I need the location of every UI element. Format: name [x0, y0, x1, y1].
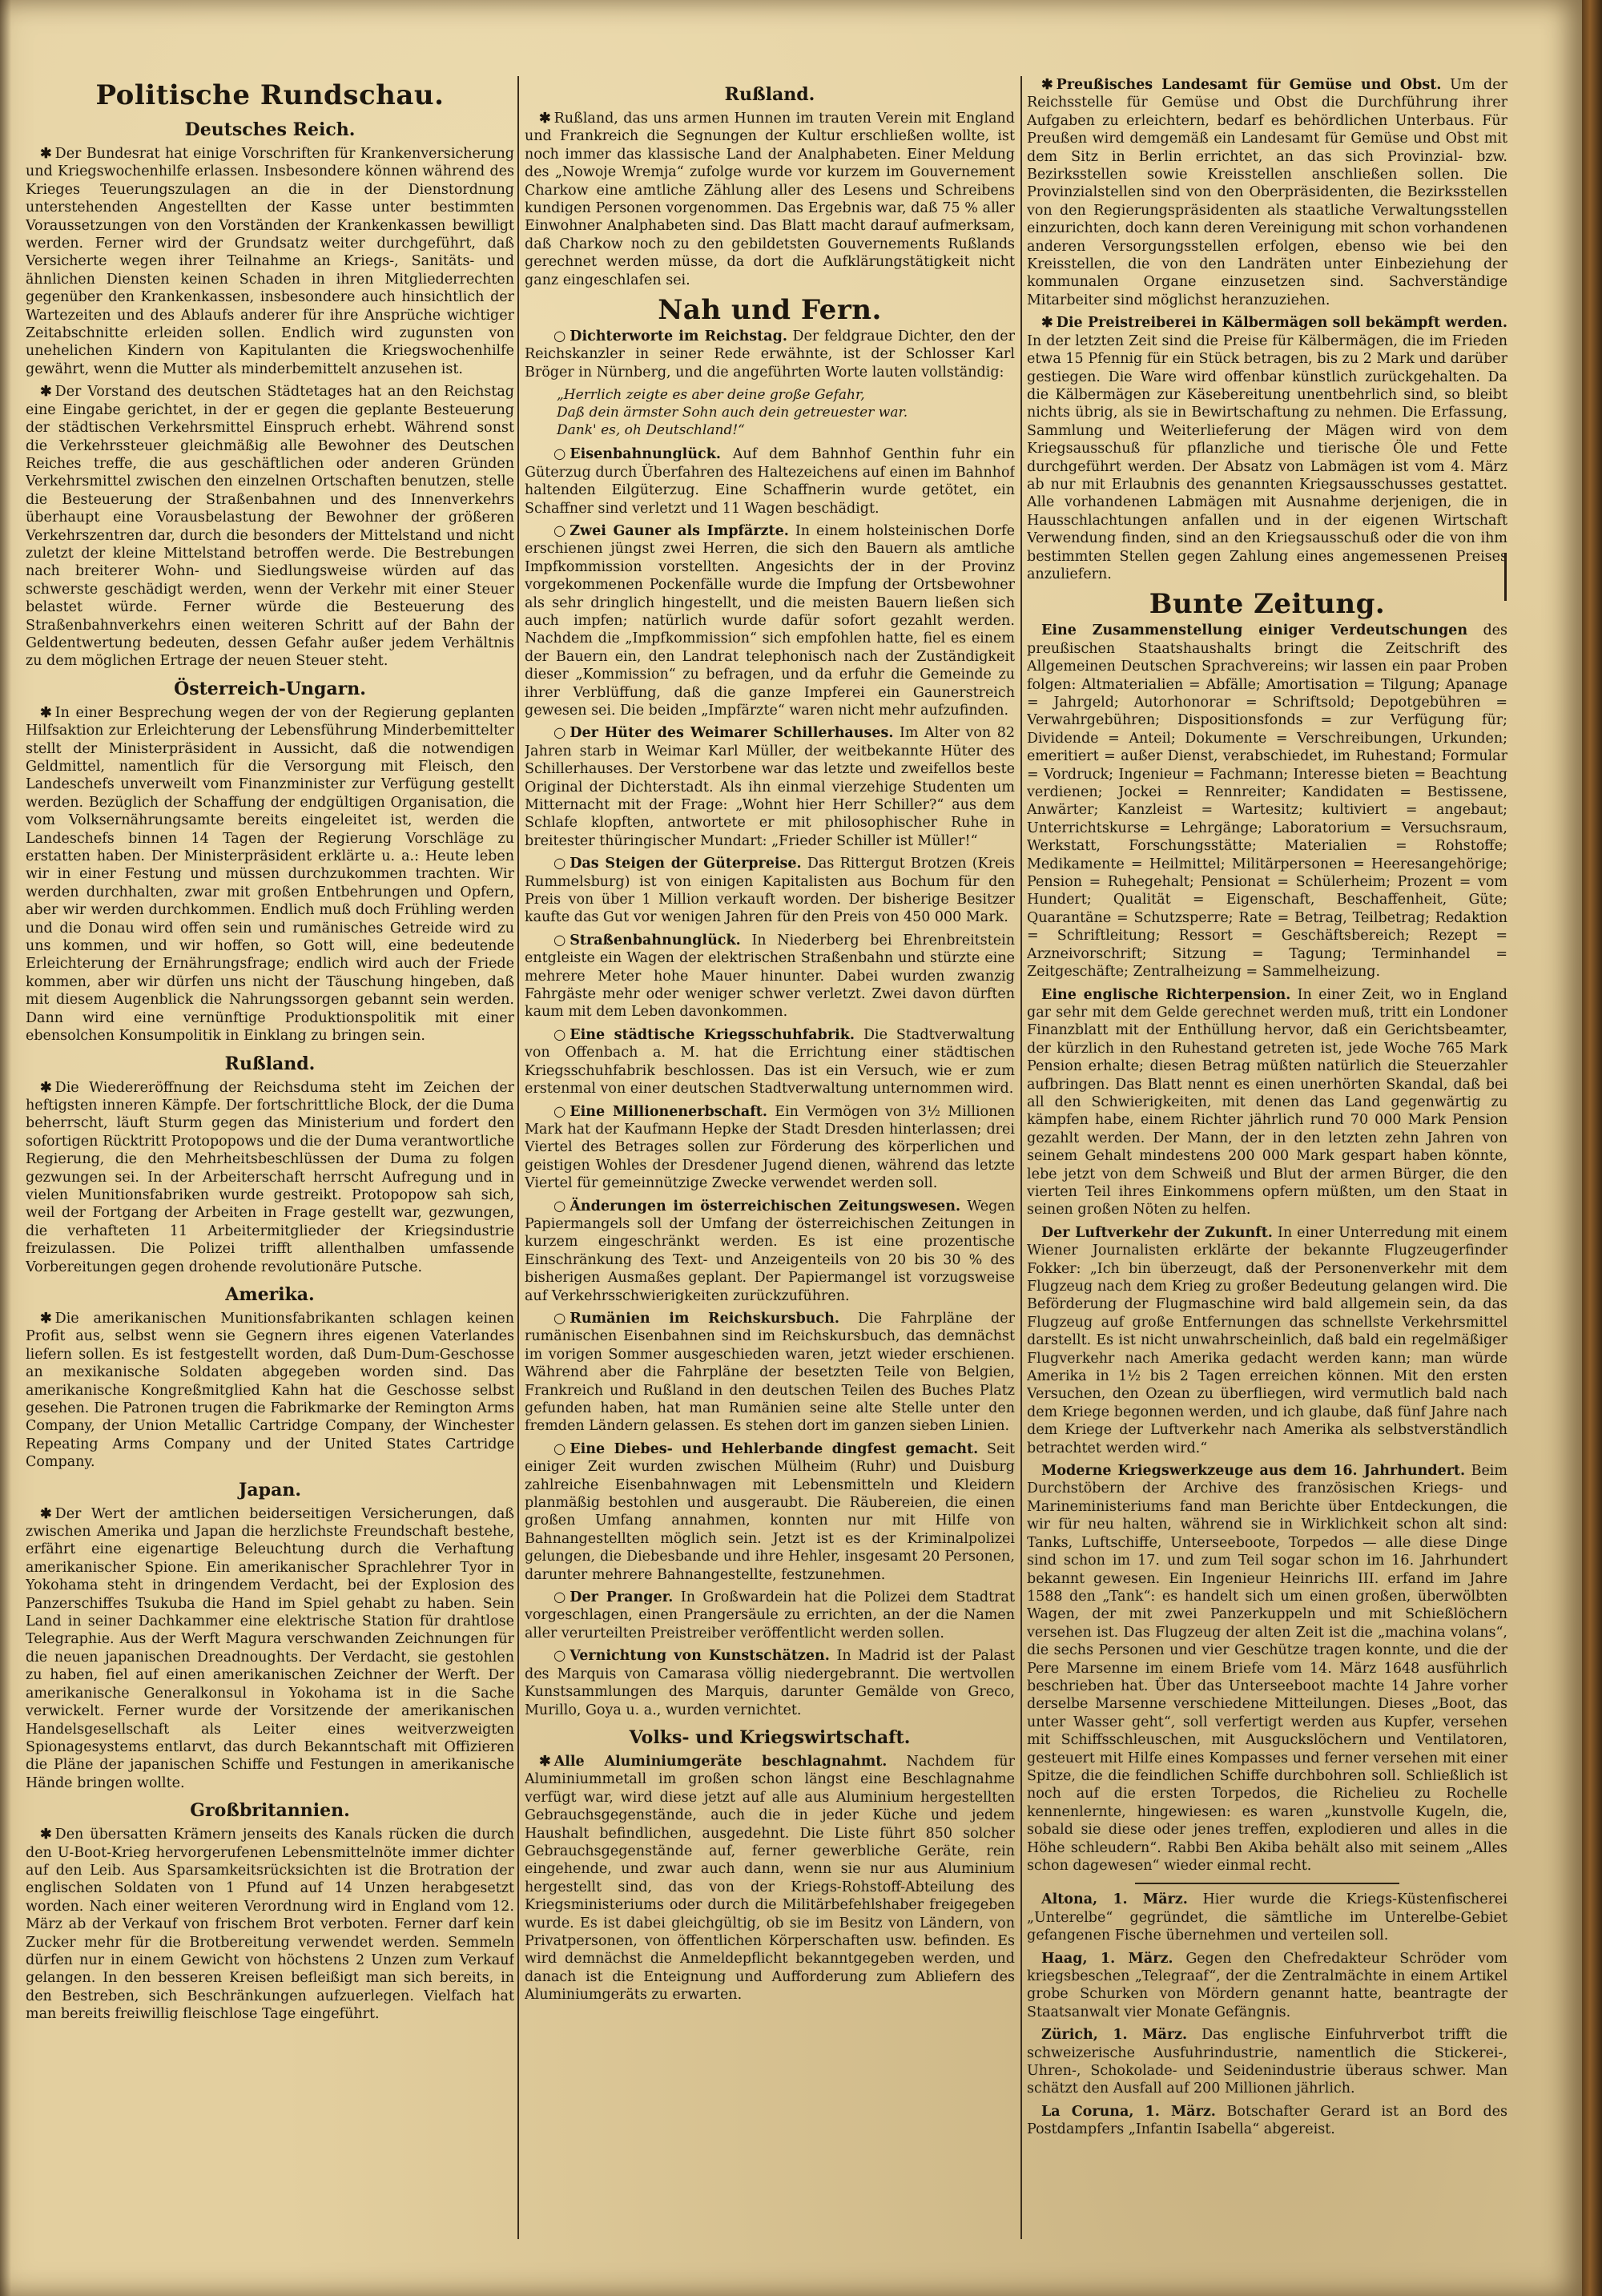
- item-diebesbande: ○ Eine Diebes- und Hehlerbande dingfest gemacht. Seit einiger Zeit wurden zwischen Mülheim (Ruhr) und Duisburg zahlreiche Eisenbahnwagen mit Lebensmitteln und Kleidern planmäßig bestohlen und ausgeraubt. Die Räubereien, die einen großen Umfang annahmen, konnten nur mit Hilfe von Bahnangestellten möglich sein. Jetzt ist es der Kriminalpolizei gelungen, die Diebesbande und ihre Hehler, insgesamt 20 Personen, darunter mehrere Bahnangestellte, festzunehmen.: [525, 1440, 1015, 1583]
- article-reich-2: ✱ Der Vorstand des deutschen Städtetages hat an den Reichstag eine Eingabe gerichtet, in der er gegen die geplante Besteuerung der städtischen Verkehrsmittel Einspruch erhebt. Während sonst die Verkehrssteuer gleichmäßig alle Bewohner des Deutschen Reiches treffe, die aus geschäftlichen oder anderen Gründen Verkehrsmittel zwischen den einzelnen Ortschaften benutzen, stelle die Besteuerung der Straßenbahnen und des Innenverkehrs überhaupt eine Vorausbelastung der Bewohner der größeren Verkehrszentren dar, durch die besonders der Mittelstand und nicht zuletzt der kleine Mittelstand betroffen werde. Die Bestrebungen nach breiterer Wohn- und Siedlungsweise würden auf das schwerste geschädigt werden, wenn der Verkehr mit einer Steuer belastet würde. Ferner würde die Besteuerung des Straßenbahnverkehrs einen weiteren Schritt auf der Bahn der Geldentwertung bedeuten, dessen Gefahr außer jedem Verhältnis zu dem möglichen Ertrage der neuen Steuer steht.: [26, 384, 514, 670]
- ring-marker-icon: ○: [553, 856, 566, 872]
- subhead-russland: Rußland.: [224, 1053, 316, 1074]
- asterisk-marker: ✱: [539, 111, 551, 127]
- item-luftverkehr: Der Luftverkehr der Zukunft. In einer Unterredung mit einem Wiener Journalisten erklärte der bekannte Flugzeugerfinder Fokker: „Ich bin überzeugt, daß der Personenverkehr mit dem Flugzeug nach dem Krieg zu großer Bedeutung gelangen wird. Die Beförderung der Flugmaschine wird bald allgemein sein, da das Flugzeug auf große Entfernungen das schnellste Verkehrsmittel darstellt. Es ist nicht unwahrscheinlich, daß bald ein regelmäßiger Flugverkehr nach Amerika gedacht werden kann; man würde Amerika in 1½ bis 2 Tagen erreichen können. Mit den ersten Versuchen, den Ozean zu überfliegen, wird vermutlich bald nach dem Kriege begonnen werden, und ich glaube, daß fünf Jahre nach dem Kriege der Luftverkehr nach Amerika als selbstverständlich betrachtet werden wird.“: [1027, 1224, 1507, 1456]
- column-rule-1: [517, 76, 519, 2239]
- dispatch-la-coruna: La Coruna, 1. März. Botschafter Gerard ist an Bord des Postdampfers „Infantin Isabella“ abgereist.: [1027, 2103, 1507, 2138]
- poem-line: Dank' es, oh Deutschland!“: [557, 422, 745, 439]
- column-economy-miscellany: [1027, 76, 1507, 2255]
- subhead-amerika: Amerika.: [225, 1283, 315, 1305]
- item-rumaenien-kursbuch: ○ Rumänien im Reichskursbuch. Die Fahrpläne der rumänischen Eisenbahnen sind im Reichskursbuch, das demnächst im vorigen Sommer ausgeschieden waren, jetzt wieder erschienen. Während aber die Fahrpläne der besetzten Teile von Belgien, Frankreich und Rußland in den deutschen Teilen des Buches Platz gefunden haben, hat man Rumänien seine alte Stelle unter den fremden Ländern gelassen. Es stehen dort im ganzen sieben Linien.: [525, 1310, 1015, 1435]
- ring-marker-icon: ○: [553, 1440, 566, 1457]
- ring-marker-icon: ○: [553, 446, 566, 463]
- dispatch-haag: Haag, 1. März. Gegen den Chefredakteur Schröder vom kriegsbeschen „Telegraaf“, der die Zentralmächte in einem Artikel grobe Schurken von Mördern genannt hatte, beantragte der Staatsanwalt vier Monate Gefängnis.: [1027, 1950, 1507, 2020]
- subhead-japan: Japan.: [239, 1479, 301, 1500]
- section-title-politische-rundschau: Politische Rundschau.: [95, 79, 445, 111]
- item-kriegswerkzeuge: Moderne Kriegswerkzeuge aus dem 16. Jahrhundert. Beim Durchstöbern der Archive des französischen Kriegs- und Marineministeriums fand man Berichte über Entdeckungen, die wir für neu halten, während sie in Wirklichkeit schon alt sind: Tanks, Luftschiffe, Unterseeboote, Torpedos — alle diese Dinge sind schon im 17. und zum Teil sogar schon im 16. Jahrhundert bekannt gewesen. Ein Ingenieur Heinrichs III. erfand im Jahre 1588 den „Tank“: es handelt sich um einen großen, überwölbten Wagen, der mit zwei Panzerkuppeln und mit Schießlöchern versehen ist. Das Flugzeug der alten Zeit ist die „machina volans“, die sechs Personen und vier Geschütze tragen konnte, und die der Pere Marsenne im einem Briefe vom 14. März 1648 ausführlich beschrieben hat. Über das Unterseeboot machte 14 Jahre vorher derselbe Marsenne verschiedene Mitteilungen. Dieses „Boot, das unter Wasser geht“, soll verfertigt werden aus Kupfer, versehen mit Schiffsschleuschen, mit Ausguckslöchern und Ventilatoren, gesteuert mit Hilfe eines Kompasses und ferner versehen mit einer Spitze, die die feindlichen Schiffe durchbohren soll. Schließlich ist noch auf die ersten Torpedos, die Richelieu zu Rochelle kennenlernte, hingewiesen: es waren „kunstvolle Kugeln, die, sobald sie diese oder jenes treffen, explodieren und alles in die Höhe schleudern“. Rabbi Ben Akiba behält also mit seinem „Alles schon dagewesen“ wieder einmal recht.: [1027, 1463, 1507, 1874]
- item-aluminiumgeraete: ✱ Alle Aluminiumgeräte beschlagnahmt. Nachdem für Aluminiummetall im großen schon längst eine Beschlagnahme verfügt war, wird diese jetzt auf alle aus Aluminium hergestellten Gebrauchsgegenstände, auch die in jeder Küche und jedem Haushalt befindlichen, ausgedehnt. Die Liste führt 850 solcher Gebrauchsgegenstände auf, ferner gewerbliche Geräte, rein eingehende, und zwar auch dann, wenn sie nur aus Aluminium hergestellt sind, das von der Kriegs-Rohstoff-Abteilung des Kriegsministeriums oder durch die Militärbefehlshaber freigegeben wurde. Es ist dabei gleichgültig, ob sie im Besitz von Ländern, von Privatpersonen, von öffentlichen Körperschaften usw. befinden. Es wird demnächst die Anmeldepflicht bekanntgegeben werden, und danach ist die Enteignung und Aufforderung zum Abliefern des Aluminiumgeräts zu erwarten.: [525, 1753, 1015, 2004]
- item-gueterpreise: ○ Das Steigen der Güterpreise. Das Rittergut Brotzen (Kreis Rummelsburg) ist von einigen Kapitalisten aus Bochum für den Preis von über 1 Million verkauft worden. Der bisherige Besitzer kaufte das Gut vor wenigen Jahren für den Preis von 450 000 Mark.: [525, 856, 1015, 926]
- ring-marker-icon: ○: [553, 1589, 566, 1606]
- poem-quote: [557, 386, 1015, 439]
- item-impfaerzte: ○ Zwei Gauner als Impfärzte. In einem holsteinischen Dorfe erschienen jüngst zwei Herren, die sich den Bauern als amtliche Impfkommission vorstellten. Angesichts der in der Provinz vorgekommenen Pockenfälle wurde die Impfung der Ortsbewohner als sehr dringlich hingestellt, und die meisten Bauern ließen sich auch impfen; natürlich wurde dafür sofort gezahlt werden. Nachdem die „Impfkommission“ sich empfohlen hatte, fiel es einem der Bauern ein, den Landrat telephonisch nach der Zuständigkeit dieser „Kommission“ zu befragen, und da erfuhr die Gemeinde zu ihrer Verblüffung, daß die ganze Impferei ein Gaunerstreich gewesen sei. Die beiden „Impfärzte“ waren nicht mehr aufzufinden.: [525, 522, 1015, 719]
- item-millionenerbschaft: ○ Eine Millionenerbschaft. Ein Vermögen von 3½ Millionen Mark hat der Kaufmann Hepke der Stadt Dresden hinterlassen; drei Viertel des Betrages sollen zur Förderung des körperlichen und geistigen Wohles der Dresdener Jugend dienen, während das letzte Viertel für gemeinnützige Zwecke verwendet werden soll.: [525, 1103, 1015, 1192]
- item-landesamt-gemuese: ✱ Preußisches Landesamt für Gemüse und Obst. Um der Reichsstelle für Gemüse und Obst die Durchführung ihrer Aufgaben zu erleichtern, bedarf es behördlichen Unterbaus. Für Preußen wird demgemäß ein Landesamt für Gemüse und Obst mit dem Sitz in Berlin errichtet, an das sich Provinzial- bzw. Bezirksstellen sowie Kreisstellen anschließen sollen. Die Provinzialstellen sind von den Oberpräsidenten, die Bezirksstellen von den Regierungspräsidenten als staatliche Verwaltungsstellen einzurichten, doch kann deren Vereinigung mit schon vorhandenen anderen Versorgungsstellen erfolgen, ebenso wie bei den Kreisstellen, die von den Landräten unter Einbeziehung der kommunalen Organe einzusetzen sind. Sachverständige Mitarbeiter sind möglichst heranzuziehen.: [1027, 77, 1507, 308]
- item-eisenbahnunglueck: ○ Eisenbahnunglück. Auf dem Bahnhof Genthin fuhr ein Güterzug durch Überfahren des Haltezeichens auf einen im Bahnhof haltenden Eilgüterzug. Eine Schaffnerin wurde getötet, ein Schaffner sind verletzt und 11 Wagen beschädigt.: [525, 446, 1015, 517]
- item-verdeutschungen: Eine Zusammenstellung einiger Verdeutschungen des preußischen Staatshaushalts bringt die Zeitschrift des Allgemeinen Deutschen Sprachvereins; wir lassen ein paar Proben folgen: Altmaterialien = Abfälle; Amortisation = Tilgung; Apanage = Jahrgeld; Autorhonorar = Schriftsold; Depotgebühren = Verwahrgebühren; Dispositionsfonds = zur Verfügung für; Dividende = Anteil; Dokumente = Verschreibungen, Urkunden; emeritiert = außer Dienst, verabschiedet, im Ruhestand; Formular = Vordruck; Ingenieur = Fachmann; Interesse bieten = Beachtung verdienen; Jockei = Rennreiter; Kandidaten = Bestissene, Anwärter; Kanzleist = Wartesitz; kultiviert = angebaut; Unterrichtskurse = Lehrgänge; Laboratorium = Versuchsraum, Werkstatt, Forschungsstätte; Materialien = Rohstoffe; Medikamente = Heilmittel; Militärpersonen = Heeresangehörige; Pension = Ruhegehalt; Pensionat = Schülerheim; Prozent = vom Hundert; Qualität = Eigenschaft, Beschaffenheit, Güte; Quarantäne = Schutzsperre; Rate = Betrag, Teilbetrag; Redaktion = Schriftleitung; Ressort = Geschäftsbereich; Rezept = Arzneivorschrift; Sitzung = Tagung; Terminhandel = Zeitgeschäfte; Zentralheizung = Sammelheizung.: [1027, 622, 1507, 981]
- section-title-volks-kriegswirtschaft: Volks- und Kriegswirtschaft.: [629, 1726, 911, 1748]
- asterisk-marker: ✱: [1041, 77, 1053, 93]
- article-oesterreich: ✱ In einer Besprechung wegen der von der Regierung geplanten Hilfsaktion zur Erleichterung der Lebensführung Minderbemittelter stellt der Ministerpräsident in Aussicht, daß die notwendigen Geldmittel, namentlich für die Versorgung mit Fleisch, den Landeschefs unverweilt vom Finanzminister zur Verfügung gestellt werden. Bezüglich der Schaffung der endgültigen Organisation, die vom Volksernährungsamte bereits eingeleitet ist, werden die Landeschefs binnen 14 Tagen der Regierung Vorschläge zu erstatten haben. Der Ministerpräsident erklärte u. a.: Heute leben wir in einer Festung und müssen durchzukommen trachten. Wir werden durchhalten, zwar mit großen Entbehrungen und Opfern, aber wir werden durchkommen. Endlich muß doch Frühling werden und die Donau wird offen sein und rumänisches Getreide wird zu uns kommen, und wir hoffen, so Gott will, eine bedeutende Erleichterung der Ernährungsfrage; endlich wird auch der Friede kommen, aber wir dürfen uns nicht der Täuschung hingeben, daß mit diesem Augenblick die Nahrungssorgen gebannt sein werden. Dann wird eine vernünftige Produktionspolitik mit einer ebensolchen Konsumpolitik in Einklang zu bringen sein.: [26, 704, 514, 1045]
- subhead-grossbritannien: Großbritannien.: [190, 1800, 350, 1822]
- item-pranger: ○ Der Pranger. In Großwardein hat die Polizei dem Stadtrat vorgeschlagen, einen Prangersäule zu errichten, an der die Namen aller verurteilten Preistreiber veröffentlicht werden sollen.: [525, 1589, 1015, 1641]
- article-russland: ✱ Die Wiedereröffnung der Reichsduma steht im Zeichen der heftigsten inneren Kämpfe. Der fortschrittliche Block, der die Duma beherrscht, läuft Sturm gegen das Ministerium und fordert den sofortigen Rücktritt Protopopows und die der Duma verantwortliche Regierung, die den Mehrheitsbeschlüssen der Duma zu folgen gezwungen sei. In der Arbeiterschaft herrscht Aufregung und in vielen Munitionsfabriken wurde gestreikt. Protopopow sah sich, weil der Fortgang der Arbeiten in Frage gestellt war, gezwungen, die verhafteten 11 Arbeitermitglieder der Kriegsindustrie freizulassen. Die Polizei trifft allenthalben umfassende Vorbereitungen gegen drohende revolutionäre Putsche.: [26, 1079, 514, 1275]
- page-shadow-left: [0, 0, 11, 2296]
- asterisk-marker: ✱: [40, 1505, 52, 1522]
- section-title-nah-und-fern: Nah und Fern.: [658, 294, 882, 327]
- subhead-deutsches-reich: Deutsches Reich.: [184, 119, 356, 140]
- margin-mark: [1504, 553, 1515, 601]
- dispatch-altona: Altona, 1. März. Hier wurde die Kriegs-Küstenfischerei „Unterelbe“ gegründet, die sämtliche im Unterelbe-Gebiet gefangenen Fische übernehmen und verteilen soll.: [1027, 1891, 1507, 1944]
- item-zeitungswesen: ○ Änderungen im österreichischen Zeitungswesen. Wegen Papiermangels soll der Umfang der österreichischen Zeitungen in kurzem eingeschränkt werden. Es ist eine prozentische Einschränkung des Text- und Anzeigenteils von 20 bis 30 % des bisherigen Ausmaßes geplant. Der Papiermangel ist vorzugsweise auf Verkehrsschwierigkeiten zurückzuführen.: [525, 1198, 1015, 1304]
- asterisk-marker: ✱: [40, 146, 52, 162]
- item-kaelbermaegen: ✱ Die Preistreiberei in Kälbermägen soll bekämpft werden. In der letzten Zeit sind die Preise für Kälbermägen, die im Frieden etwa 15 Pfennig für ein Stück betragen, bis zu 2 Mark und darüber gestiegen. Die Ware wird offenbar künstlich zurückgehalten. Da die Kälbermägen zur Käsebereitung unentbehrlich sind, so bleibt nichts übrig, als sie in Bewirtschaftung zu nehmen. Die Erfassung, Sammlung und Weiterlieferung der Mägen wird von dem Kriegsausschuß für pflanzliche und tierische Öle und Fette durchgeführt werden. Der Absatz von Labmägen ist vom 4. März ab nur mit Erlaubnis des genannten Kriegsausschusses gestattet. Alle vorhandenen Labmägen mit Ausnahme derjenigen, die in Hausschlachtungen anfallen und in der eigenen Wirtschaft Verwendung finden, sind an den Kriegsausschuß oder die von ihm bestimmten Stellen gegen Zahlung eines angemessenen Preises anzuliefern.: [1027, 315, 1507, 582]
- book-binding-edge: [1582, 0, 1602, 2296]
- ring-marker-icon: ○: [553, 1198, 566, 1214]
- item-schillerhaus: ○ Der Hüter des Weimarer Schillerhauses. Im Alter von 82 Jahren starb in Weimar Karl Müller, der weitbekannte Hüter des Schillerhauses. Der Verstorbene war das letzte und zweifellos beste Original der Dichterstadt. Als ihn einmal vierzehige Studenten um Mitternacht mit der Frage: „Wohnt hier Herr Schiller?“ aus dem Schlafe klopften, antwortete er mit philosophischer Ruhe in breitester thüringischer Mundart: „Frieder Schiller ist Müller!“: [525, 725, 1015, 849]
- article-russland-analphabeten: ✱ Rußland, das uns armen Hunnen im trauten Verein mit England und Frankreich die Segnungen der Kultur erschließen wollte, ist noch immer das klassische Land der Analphabeten. Einer Meldung des „Nowoje Wremja“ zufolge wurde vor kurzem im Gouvernement Charkow eine amtliche Zählung aller des Lesens und Schreibens kundigen Personen vorgenommen. Das Ergebnis war, daß 75 % aller Einwohner Analphabeten sind. Das Blatt macht darauf aufmerksam, daß Charkow noch zu den gebildetsten Gouvernements Rußlands gerechnet werden müsse, da dort die Aufklärungstätigkeit nicht ganz eingeschlafen sei.: [525, 111, 1015, 288]
- asterisk-marker: ✱: [539, 1753, 551, 1770]
- ring-marker-icon: ○: [553, 1310, 566, 1327]
- item-kunstschaetze: ○ Vernichtung von Kunstschätzen. In Madrid ist der Palast des Marquis von Camarasa völlig niedergebrannt. Die wertvollen Kunstsammlungen des Marquis, darunter Gemälde von Greco, Murillo, Goya u. a., wurden vernichtet.: [525, 1648, 1015, 1718]
- ring-marker-icon: ○: [553, 1648, 566, 1665]
- item-strassenbahnunglueck: ○ Straßenbahnunglück. In Niederberg bei Ehrenbreitstein entgleiste ein Wagen der elektrischen Straßenbahn und stürzte eine mehrere Meter hohe Mauer hinunter. Dabei wurden zwanzig Fahrgäste mehr oder weniger schwer verletzt. Zwei davon dürften kaum mit dem Leben davonkommen.: [525, 932, 1015, 1021]
- subhead-oesterreich-ungarn: Österreich-Ungarn.: [174, 678, 366, 699]
- asterisk-marker: ✱: [40, 1827, 52, 1843]
- ring-marker-icon: ○: [553, 932, 566, 949]
- asterisk-marker: ✱: [40, 384, 52, 401]
- item-richterpension: Eine englische Richterpension. In einer Zeit, wo in England gar sehr mit dem Gelde gerechnet werden muß, tritt ein Londoner Finanzblatt mit der Enthüllung hervor, daß ein Gerichtsbeamter, der kürzlich in den Ruhestand getreten ist, jede Woche 765 Mark Pension erhalte; diesen Betrag müßten natürlich die Steuerzahler aufbringen. Das Blatt nennt es einen unerhörten Skandal, daß bei all den Schwierigkeiten, mit denen das Land gegenwärtig zu kämpfen habe, einem Richter jährlich rund 70 000 Mark Pension gezahlt werden. Der Mann, der in den letzten zehn Jahren von seinem Gehalt mindestens 200 000 Mark gespart haben könnte, lebe jetzt von dem Schweiß und Blut der armen Bürger, die den vierten Teil ihres Einkommens opfern müßten, um den Staat in seinen großen Nöten zu helfen.: [1027, 986, 1507, 1218]
- dispatch-zuerich: Zürich, 1. März. Das englische Einfuhrverbot trifft die schweizerische Ausfuhrindustrie, namentlich die Stickerei-, Uhren-, Schokolade- und Seidenindustrie überaus schwer. Man schätzt den Ausfall auf 200 Millionen jährlich.: [1027, 2027, 1507, 2097]
- article-reich-1: ✱ Der Bundesrat hat einige Vorschriften für Krankenversicherung und Kriegswochenhilfe erlassen. Insbesondere können während des Krieges Teuerungszulagen an die in der Dienstordnung unterstehenden Angestellten der Kasse unter bestimmten Voraussetzungen von den Vorständen der Krankenkassen bewilligt werden. Ferner wird der Grundsatz weiter durchgeführt, daß Versicherte wegen ihrer Teilnahme an Kriegs-, Sanitäts- und ähnlichen Diensten keinen Schaden in ihren Mitgliederrechten gegenüber den Krankenkassen, insbesondere auch hinsichtlich der Wartezeiten und des Ablaufs anderer für ihre Ansprüche wichtiger Zeitabschnitte erleiden sollen. Endlich wird zugunsten von unehelichen Kindern von Kapitulanten die Kriegswochenhilfe gewährt, wenn die Mutter als minderbemittelt anzusehen ist.: [26, 146, 514, 377]
- column-rule-2: [1020, 76, 1022, 2239]
- column-politics: [26, 76, 514, 2255]
- poem-line: Daß dein ärmster Sohn auch dein getreuester war.: [557, 405, 908, 421]
- ring-marker-icon: ○: [553, 328, 566, 345]
- ring-marker-icon: ○: [553, 1103, 566, 1120]
- asterisk-marker: ✱: [1041, 315, 1053, 332]
- subhead-russland-2: Rußland.: [724, 84, 815, 105]
- item-dichterworte: ○ Dichterworte im Reichstag. Der feldgraue Dichter, den der Reichskanzler in seiner Rede erwähnte, ist der Schlosser Karl Bröger in Nürnberg, und die angeführten Worte lauten vollständig:: [525, 328, 1015, 381]
- asterisk-marker: ✱: [40, 1310, 52, 1327]
- item-kriegsschuhfabrik: ○ Eine städtische Kriegsschuhfabrik. Die Stadtverwaltung von Offenbach a. M. hat die Errichtung einer städtischen Kriegsschuhfabrik beschlossen. Das ist ein Versuch, wie er zum erstenmal von einer deutschen Stadtverwaltung unternommen wird.: [525, 1026, 1015, 1098]
- ring-marker-icon: ○: [553, 1026, 566, 1043]
- column-news: [525, 76, 1015, 2255]
- section-separator: [1135, 1883, 1399, 1884]
- poem-line: „Herrlich zeigte es aber deine große Gefahr,: [557, 387, 865, 404]
- article-japan: ✱ Der Wert der amtlichen beiderseitigen Versicherungen, daß zwischen Amerika und Japan die herzlichste Freundschaft bestehe, erfährt eine eigenartige Beleuchtung durch die Verhaftung amerikanischer Spione. Ein amerikanischer Sprachlehrer Tyor in Yokohama steht in dringendem Verdacht, bei der Explosion des Panzerschiffes Tsukuba die Hand im Spiel gehabt zu haben. Sein Land in seiner Dachkammer eine elektrische Station für drahtlose Telegraphie. Aus der Werft Magura verschwanden Zeichnungen für die neuen japanischen Dreadnoughts. Der Verdacht, sie gestohlen zu haben, fiel auf einen amerikanischen Zeichner der Werft. Der amerikanische Generalkonsul in Yokohama ist in die Sache verwickelt. Ferner wurde der Vorsitzende der amerikanischen Handelsgesellschaft als Leiter eines weitverzweigten Spionagesystems entlarvt, das durch Bekanntschaft mit Offizieren die Pläne der japanischen Schiffe und Festungen in amerikanische Hände bringen wollte.: [26, 1505, 514, 1791]
- ring-marker-icon: ○: [553, 725, 566, 742]
- section-title-bunte-zeitung: Bunte Zeitung.: [1149, 588, 1386, 621]
- asterisk-marker: ✱: [40, 1079, 52, 1096]
- article-amerika: ✱ Die amerikanischen Munitionsfabrikanten schlagen keinen Profit aus, selbst wenn sie Gegnern ihres eigenen Vaterlandes liefern sollen. Es ist festgestellt worden, daß Dum-Dum-Geschosse an mexikanische Soldaten abgegeben worden sind. Das amerikanische Kongreßmitglied Kahn hat die Geschosse selbst gesehen. Die Patronen trugen die Fabrikmarke der Remington Arms Company, der Union Metallic Cartridge Company, der Winchester Repeating Arms Company und der United States Cartridge Company.: [26, 1310, 514, 1471]
- ring-marker-icon: ○: [553, 522, 566, 539]
- article-grossbritannien: ✱ Den übersatten Krämern jenseits des Kanals rücken die durch den U-Boot-Krieg hervorgerufenen Lebensmittelnöte immer dichter auf den Leib. Aus Sparsamkeitsrücksichten ist die Brotration der englischen Soldaten von 1 Pfund auf 14 Unzen herabgesetzt worden. Nach einer weiteren Verordnung wird in England vom 12. März ab der Verkauf von frischem Brot verboten. Ferner darf kein Zucker mehr für die Brotbereitung verwendet werden. Semmeln dürfen nur in einem Gewicht von höchstens 2 Unzen zum Verkauf gelangen. In den besseren Kreisen befleißigt man sich bereits, in den Bestreben, sich Beschränkungen aufzuerlegen. Vielfach hat man bereits freiwillig fleischlose Tage eingeführt.: [26, 1827, 514, 2023]
- asterisk-marker: ✱: [40, 704, 52, 721]
